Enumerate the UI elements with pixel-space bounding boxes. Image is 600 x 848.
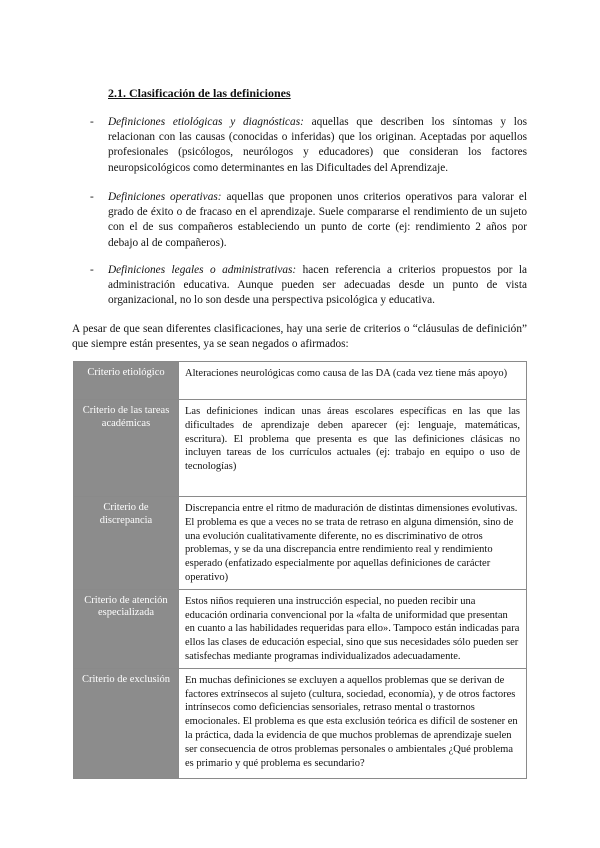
criterion-label: Criterio de atención especializada [74, 589, 179, 668]
definition-legales [90, 263, 527, 309]
definition-term: Definiciones operativas: [108, 191, 222, 203]
section-heading: 2.1. Clasificación de las definiciones [108, 86, 291, 100]
criterion-description: Las definiciones indican unas áreas escolares específicas en las que las dificultades de aprendizaje deben aparecer (ej: lenguaje, matemáticas, escritura). El problema que presenta es que las definiciones clásicas no incluyen tareas de los currículos actuales (ej: trabajo en equipo o uso de tecnologías) [179, 400, 527, 497]
criterion-label: Criterio de discrepancia [74, 497, 179, 590]
definition-text: aquellas que proponen unos criterios operativos para valorar el grado de éxito o de fracaso en el aprendizaje. Suele compararse el rendimiento de un sujeto con el de sus compañeros estableciendo un punto de corte (ej: rendimiento 2 años por debajo al de compañeros). [108, 191, 527, 249]
criterion-description: Estos niños requieren una instrucción especial, no pueden recibir una educación ordinaria convencional por la «falta de uniformidad que presentan en cuanto a las habilidades requeridas para ello». Tampoco están indicadas para ellos las clases de educación especial, sino que sus necesidades sólo pueden ser satisfechas mediante programas individualizados adecuadamente. [179, 589, 527, 668]
definition-term: Definiciones legales o administrativas: [108, 264, 297, 276]
table-row [74, 668, 527, 778]
criterion-description: Alteraciones neurológicas como causa de las DA (cada vez tiene más apoyo) [179, 362, 527, 400]
definition-term: Definiciones etiológicas y diagnósticas: [108, 116, 304, 128]
criterion-label: Criterio etiológico [74, 362, 179, 400]
definition-etiologicas [90, 115, 527, 176]
criterion-description: Discrepancia entre el ritmo de maduración de distintas dimensiones evolutivas. El problema es que a veces no se trata de retraso en alguna dimensión, sino de una evolución cualitativamente diferente, no es discriminativo de otros problemas, y se da una discrepancia entre rendimiento real y rendimiento esperado (enfatizado especialmente por aquellas definiciones de carácter operativo) [179, 497, 527, 590]
table-row [74, 497, 527, 590]
table-row [74, 589, 527, 668]
bullet-dash: - [90, 116, 94, 128]
criterion-label: Criterio de las tareas académicas [74, 400, 179, 497]
criterion-description: En muchas definiciones se excluyen a aquellos problemas que se derivan de factores extrínsecos al sujeto (cultura, sociedad, economía), y de otros factores intrínsecos como deficiencias sensoriales, retraso mental o trastornos emocionales. El problema es que esta exclusión teórica es difícil de sostener en la práctica, dada la evidencia de que muchos problemas de aprendizaje suelen ser consecuencia de otros problemas personales o ambientales ¿Qué problema es primario y qué problema es secundario? [179, 668, 527, 778]
definition-text: hacen referencia a criterios propuestos por la administración educativa. Aunque pueden ser adecuadas desde un punto de vista organizacional, no lo son desde una perspectiva psicológica y educativa. [108, 264, 527, 307]
intro-paragraph: A pesar de que sean diferentes clasificaciones, hay una serie de criterios o “cláusulas de definición” que siempre están presentes, ya se sean negados o afirmados: [72, 323, 527, 351]
criteria-table [73, 361, 527, 779]
table-row [74, 400, 527, 497]
bullet-dash: - [90, 191, 94, 203]
definition-operativas [90, 190, 527, 251]
criterion-label: Criterio de exclusión [74, 668, 179, 778]
bullet-dash: - [90, 264, 94, 276]
table-row [74, 362, 527, 400]
definition-text: aquellas que describen los síntomas y los relacionan con las causas (conocidas o inferidas) que los originan. Aceptadas por aquellos profesionales (psicólogos, neurólogos y educadores) que consideran los factores neuropsicológicos como determinantes en las Dificultades del Aprendizaje. [108, 116, 527, 174]
